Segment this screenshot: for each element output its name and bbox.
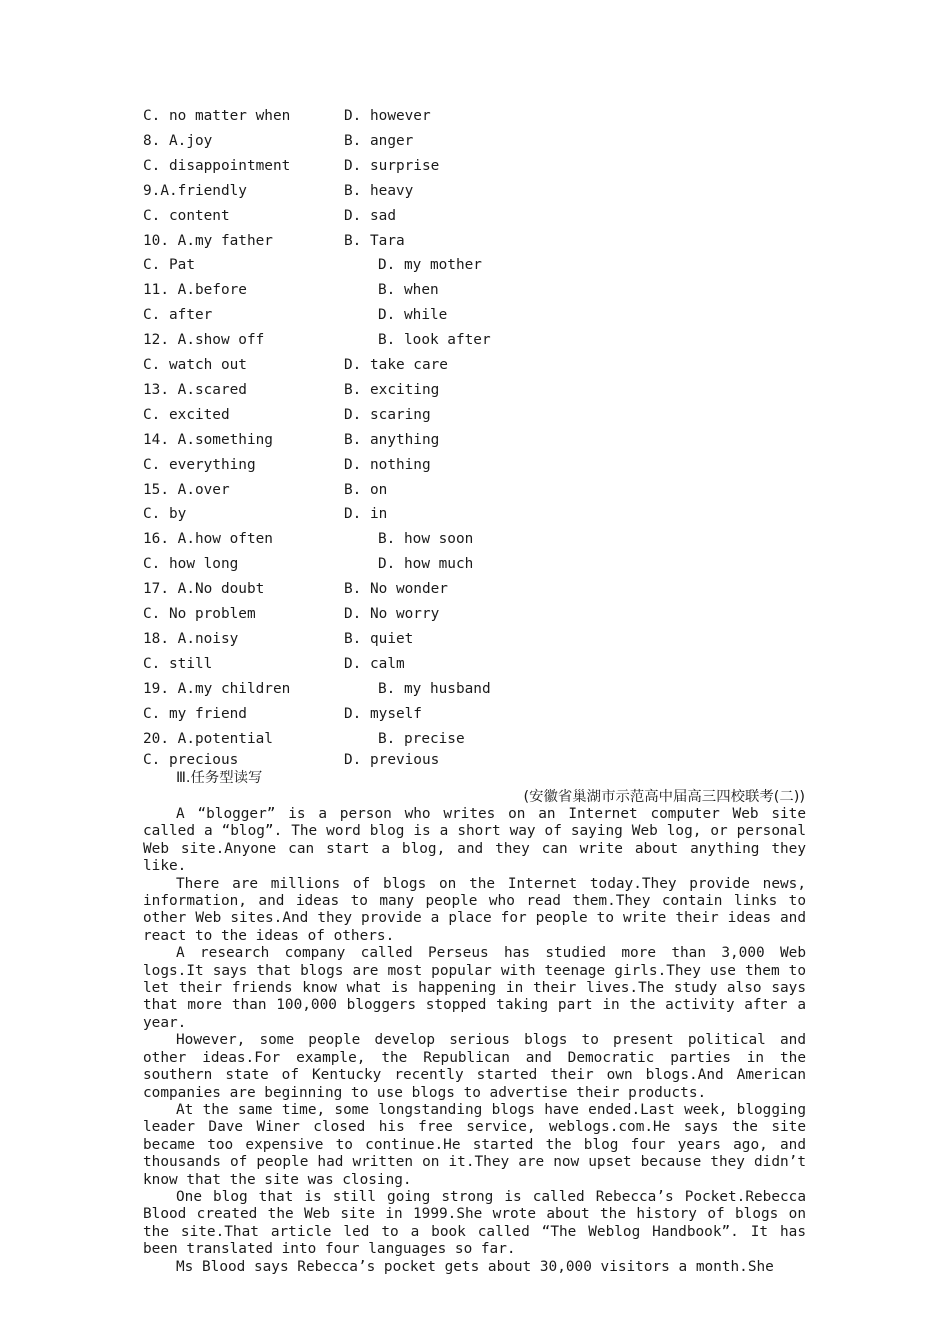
option-a-text: C. no matter when xyxy=(143,108,291,124)
passage-paragraph: One blog that is still going strong is called Rebecca’s Pocket.Rebecca Blood created the Web site in 1999.She wrote about the history of blogs on the site.That article led to a book called “The Weblog Handbook”. It has been translated into four languages so far. xyxy=(143,1188,806,1258)
option-b-text: D. however xyxy=(344,108,431,124)
passage-paragraph: Ms Blood says Rebecca’s pocket gets about 30,000 visitors a month.She xyxy=(176,1258,774,1275)
option-b-text: D. scaring xyxy=(344,406,431,423)
option-b-text: D. sad xyxy=(344,207,396,224)
exam-source: (安徽省巢湖市示范高中届高三四校联考(二)) xyxy=(523,789,805,805)
option-b-text: B. look after xyxy=(378,332,491,349)
option-b-text: B. Tara xyxy=(344,232,405,249)
option-a-text: C. my friend xyxy=(143,705,247,722)
option-a-text: 14. A.something xyxy=(143,431,273,448)
option-a-text: 20. A.potential xyxy=(143,730,273,747)
reading-passage xyxy=(143,806,806,1276)
option-a-text: C. precious xyxy=(143,752,239,769)
option-a-text: C. after xyxy=(143,307,213,324)
passage-paragraph: A “blogger” is a person who writes on an Internet computer Web site called a “blog”. The word blog is a short way of saying Web log, or personal Web site.Anyone can start a blog, and they can write about anything they like. xyxy=(143,806,806,875)
passage-paragraph: There are millions of blogs on the Internet today.They provide news, information, and ideas to many people who read them.They contain links to other Web sites.And they provide a place for people to write their ideas and react to the ideas of others. xyxy=(143,875,806,944)
option-a-text: C. still xyxy=(143,655,213,672)
option-a-text: 10. A.my father xyxy=(143,232,273,249)
option-a-text: C. content xyxy=(143,207,230,224)
option-a-text: 12. A.show off xyxy=(143,332,265,349)
option-a-text: 13. A.scared xyxy=(143,381,247,398)
option-b-text: B. No wonder xyxy=(344,581,448,598)
option-a-text: C. excited xyxy=(143,406,230,423)
option-b-text: D. take care xyxy=(344,357,448,373)
option-a-text: 18. A.noisy xyxy=(143,630,239,647)
option-a-text: 19. A.my children xyxy=(143,680,291,697)
option-b-text: B. anything xyxy=(344,431,440,448)
option-b-text: B. how soon xyxy=(378,531,474,548)
option-a-text: 15. A.over xyxy=(143,481,230,498)
option-b-text: B. my husband xyxy=(378,680,491,697)
option-b-text: D. surprise xyxy=(344,157,440,174)
option-a-text: C. No problem xyxy=(143,606,256,622)
option-a-text: C. watch out xyxy=(143,357,247,373)
passage-paragraph: A research company called Perseus has studied more than 3,000 Web logs.It says that blogs are most popular with teenage girls.They use them to let their friends know what is happening in their lives.The study also says that more than 100,000 bloggers stopped taking part in the activity after a year. xyxy=(143,945,806,1031)
option-b-text: D. previous xyxy=(344,752,440,769)
option-b-text: D. calm xyxy=(344,655,405,672)
option-b-text: D. my mother xyxy=(378,257,482,274)
option-b-text: B. anger xyxy=(344,132,414,149)
section-title: Ⅲ.任务型读写 xyxy=(176,770,263,786)
option-a-text: C. everything xyxy=(143,456,256,473)
option-a-text: C. by xyxy=(143,506,187,523)
option-a-text: 17. A.No doubt xyxy=(143,581,265,598)
option-a-text: 11. A.before xyxy=(143,282,247,299)
option-b-text: B. heavy xyxy=(344,182,414,199)
option-a-text: C. disappointment xyxy=(143,157,291,174)
option-a-text: 9.A.friendly xyxy=(143,182,247,199)
option-a-text: 16. A.how often xyxy=(143,531,273,548)
option-b-text: D. No worry xyxy=(344,606,440,622)
passage-paragraph: However, some people develop serious blogs to present political and other ideas.For example, the Republican and Democratic parties in the southern state of Kentucky recently started their own blogs.And American companies are beginning to use blogs to advertise their products. xyxy=(143,1032,806,1101)
option-a-text: C. how long xyxy=(143,556,239,573)
option-b-text: B. on xyxy=(344,481,388,498)
option-b-text: D. in xyxy=(344,506,388,523)
option-b-text: B. quiet xyxy=(344,630,414,647)
option-b-text: D. myself xyxy=(344,705,422,722)
option-b-text: B. precise xyxy=(378,730,465,747)
option-b-text: B. when xyxy=(378,282,439,299)
option-b-text: D. how much xyxy=(378,556,474,573)
option-a-text: 8. A.joy xyxy=(143,132,213,149)
passage-paragraph: At the same time, some longstanding blogs have ended.Last week, blogging leader Dave Winer closed his free service, weblogs.com.He says the site became too expensive to continue.He started the blog four years ago, and thousands of people had written on it.They are now upset because they didn’t know that the site was closing. xyxy=(143,1101,806,1188)
option-b-text: D. while xyxy=(378,307,448,324)
option-b-text: D. nothing xyxy=(344,456,431,473)
option-a-text: C. Pat xyxy=(143,257,195,274)
option-b-text: B. exciting xyxy=(344,381,440,398)
